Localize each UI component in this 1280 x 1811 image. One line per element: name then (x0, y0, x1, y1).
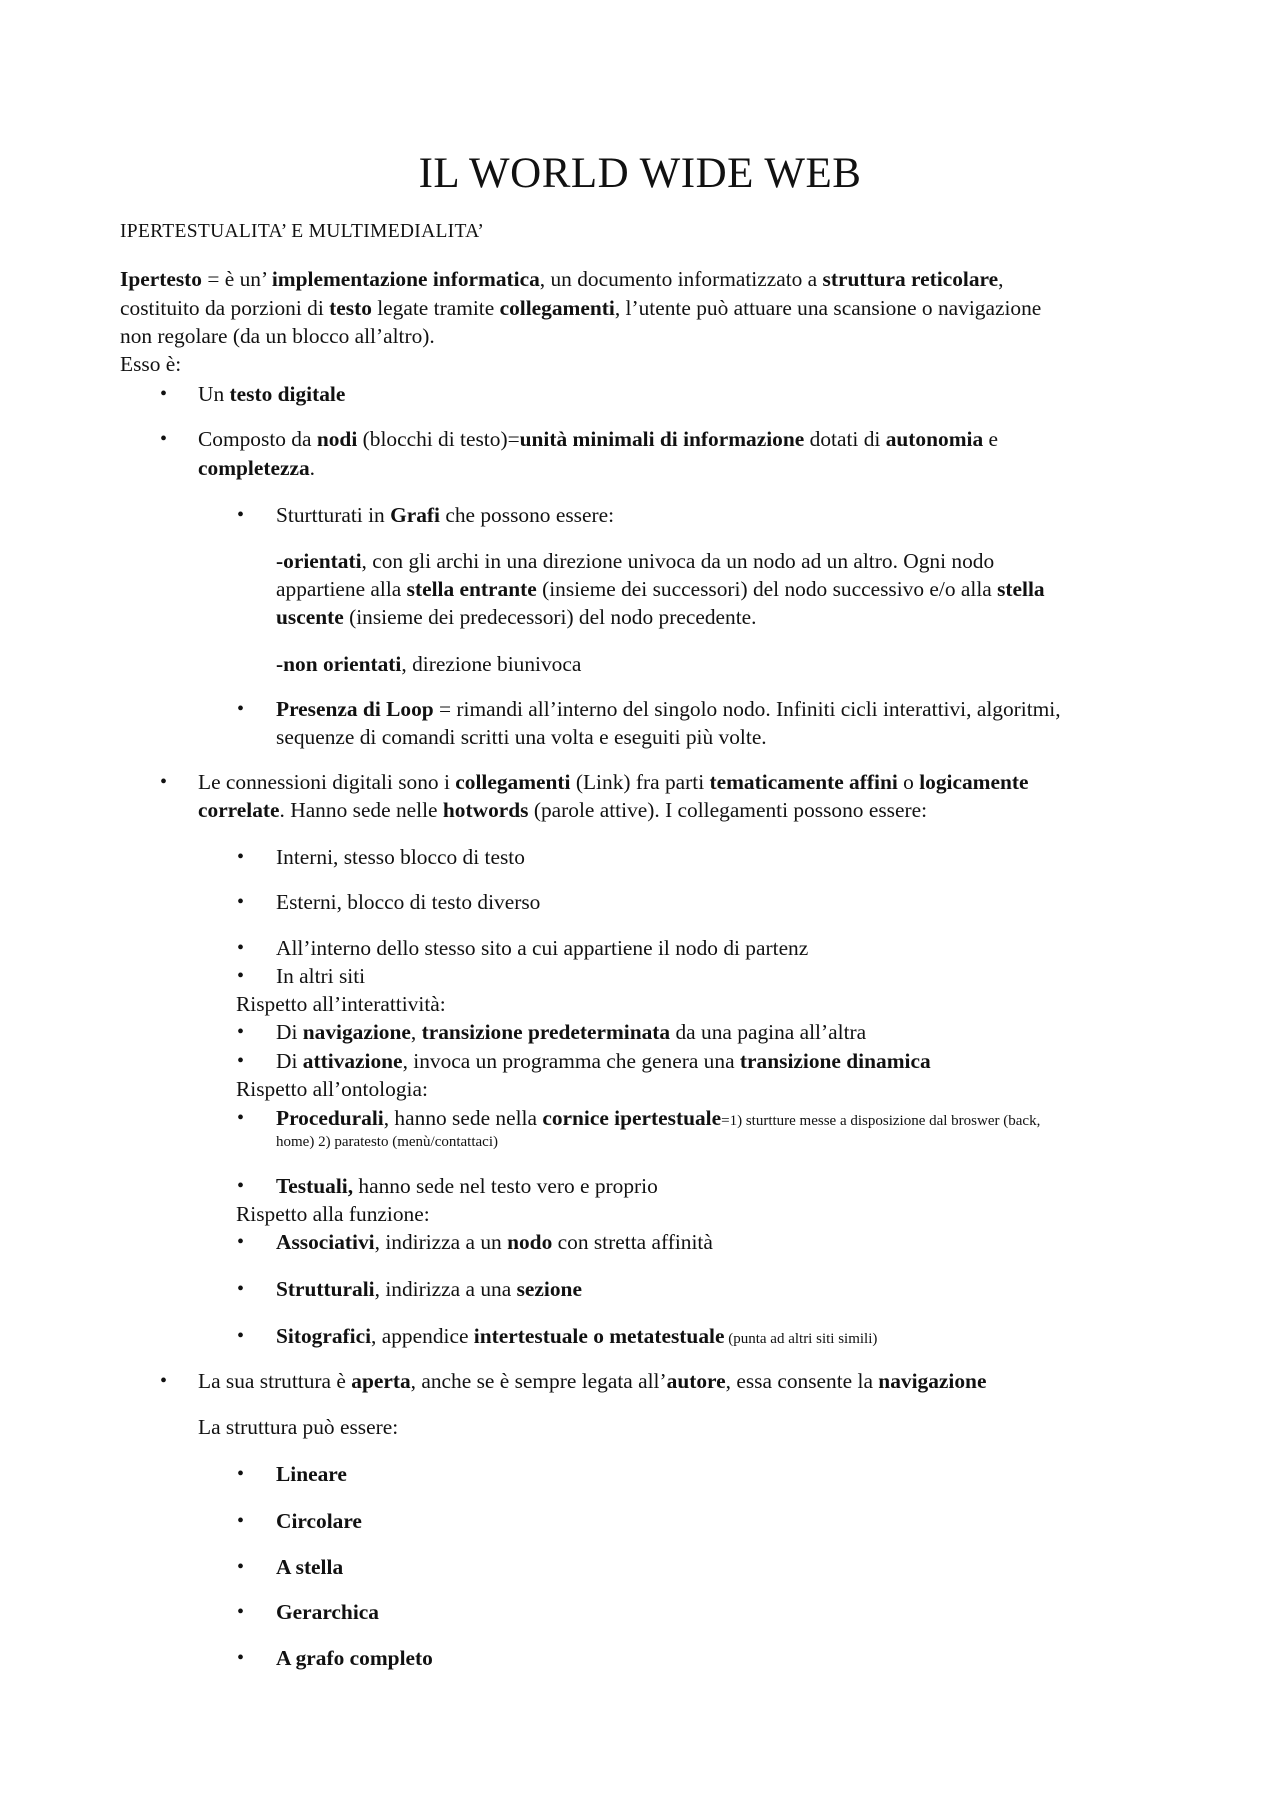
collegamenti-line-1: Le connessioni digitali sono i collegamenti (Link) fra parti tematicamente affini o logicamente (198, 770, 1029, 794)
link-testuali: Testuali, hanno sede nel testo vero e proprio (276, 1174, 658, 1198)
bullet-marker: • (237, 504, 245, 526)
ontologia-heading: Rispetto all’ontologia: (236, 1077, 428, 1101)
intro-line-1: Ipertesto = è un’ implementazione informatica, un documento informatizzato a struttura reticolare, (120, 267, 1004, 291)
struttura-heading: La struttura può essere: (198, 1415, 399, 1439)
struttura-a-stella: A stella (276, 1555, 344, 1579)
intro-line-2: costituito da porzioni di testo legate tramite collegamenti, l’utente può attuare una scansione o navigazione (120, 296, 1042, 320)
bullet-marker: • (237, 1107, 245, 1129)
link-procedurali: Procedurali, hanno sede nella cornice ipertestuale=1) sturtture messe a disposizione dal broswer (back, (276, 1106, 1041, 1130)
struttura-lineare: Lineare (276, 1462, 347, 1486)
bullet-marker: • (237, 698, 245, 720)
bullet-marker: • (237, 1175, 245, 1197)
link-esterni: Esterni, blocco di testo diverso (276, 890, 541, 914)
bullet-marker: • (160, 771, 168, 793)
bullet-marker: • (237, 1510, 245, 1532)
bullet-marker: • (160, 428, 168, 450)
bullet-marker: • (237, 891, 245, 913)
non-orientati-line: -non orientati, direzione biunivoca (276, 652, 582, 676)
orientati-line-2: appartiene alla stella entrante (insieme dei successori) del nodo successivo e/o alla stella (276, 577, 1045, 601)
link-associativi: Associativi, indirizza a un nodo con stretta affinità (276, 1230, 713, 1254)
bullet-marker: • (237, 1601, 245, 1623)
list-item-testo-digitale: Un testo digitale (198, 382, 346, 406)
bullet-marker: • (237, 1556, 245, 1578)
orientati-line-3: uscente (insieme dei predecessori) del nodo precedente. (276, 605, 757, 629)
collegamenti-line-2: correlate. Hanno sede nelle hotwords (parole attive). I collegamenti possono essere: (198, 798, 928, 822)
bullet-marker: • (237, 937, 245, 959)
struttura-gerarchica: Gerarchica (276, 1600, 379, 1624)
section-subtitle: IPERTESTUALITA’ E MULTIMEDIALITA’ (120, 221, 485, 242)
funzione-heading: Rispetto alla funzione: (236, 1202, 430, 1226)
bullet-marker: • (237, 1231, 245, 1253)
bullet-marker: • (160, 1370, 168, 1392)
link-stesso-sito: All’interno dello stesso sito a cui appartiene il nodo di partenz (276, 936, 809, 960)
list-item-nodi-line-1: Composto da nodi (blocchi di testo)=unità minimali di informazione dotati di autonomia e (198, 427, 998, 451)
link-procedurali-line-2: home) 2) paratesto (menù/contattaci) (276, 1134, 498, 1150)
bullet-marker: • (160, 383, 168, 405)
bullet-marker: • (237, 1050, 245, 1072)
struttura-aperta: La sua struttura è aperta, anche se è sempre legata all’autore, essa consente la navigazione (198, 1369, 987, 1393)
link-navigazione: Di navigazione, transizione predeterminata da una pagina all’altra (276, 1020, 867, 1044)
bullet-marker: • (237, 1021, 245, 1043)
loop-line-1: Presenza di Loop = rimandi all’interno del singolo nodo. Infiniti cicli interattivi, algoritmi, (276, 697, 1061, 721)
page-title: IL WORLD WIDE WEB (418, 150, 862, 197)
bullet-marker: • (237, 1278, 245, 1300)
struttura-circolare: Circolare (276, 1509, 362, 1533)
link-strutturali: Strutturali, indirizza a una sezione (276, 1277, 582, 1301)
intro-line-3: non regolare (da un blocco all’altro). (120, 324, 435, 348)
bullet-marker: • (237, 965, 245, 987)
orientati-line-1: -orientati, con gli archi in una direzione univoca da un nodo ad un altro. Ogni nodo (276, 549, 995, 573)
interattivita-heading: Rispetto all’interattività: (236, 992, 446, 1016)
loop-line-2: sequenze di comandi scritti una volta e eseguiti più volte. (276, 725, 767, 749)
link-sitografici: Sitografici, appendice intertestuale o metatestuale (punta ad altri siti simili) (276, 1324, 878, 1348)
bullet-marker: • (237, 846, 245, 868)
link-altri-siti: In altri siti (276, 964, 366, 988)
struttura-grafo-completo: A grafo completo (276, 1646, 433, 1670)
bullet-marker: • (237, 1647, 245, 1669)
sub-item-grafi: Sturtturati in Grafi che possono essere: (276, 503, 615, 527)
link-attivazione: Di attivazione, invoca un programma che genera una transizione dinamica (276, 1049, 931, 1073)
bullet-marker: • (237, 1463, 245, 1485)
list-item-nodi-line-2: completezza. (198, 456, 316, 480)
bullet-marker: • (237, 1325, 245, 1347)
intro-line-4: Esso è: (120, 352, 182, 376)
link-interni: Interni, stesso blocco di testo (276, 845, 525, 869)
